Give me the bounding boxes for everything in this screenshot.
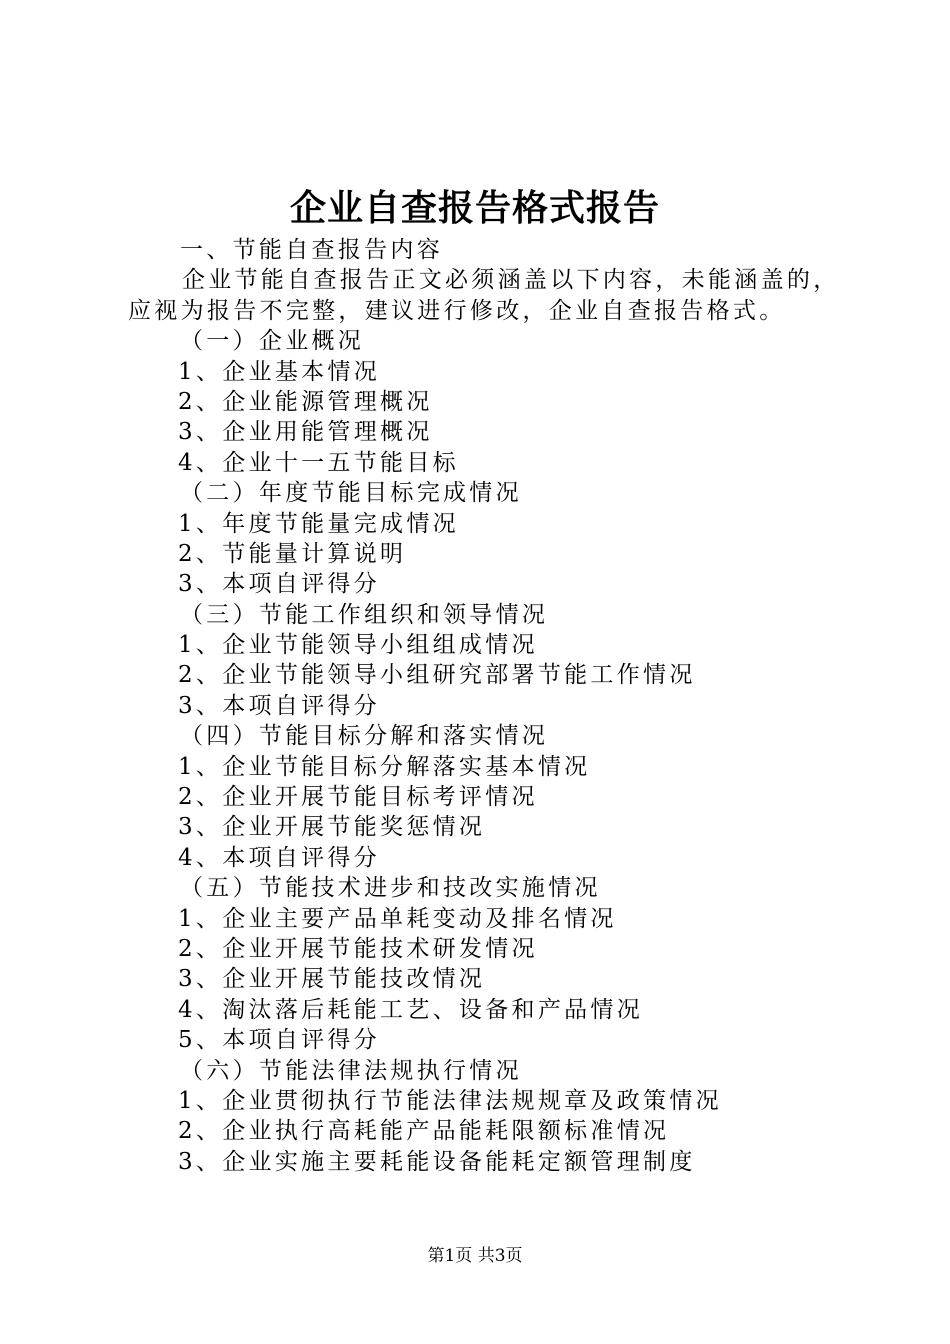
list-item: 2、企业执行高耗能产品能耗限额标准情况 xyxy=(178,1118,670,1145)
list-item: 4、本项自评得分 xyxy=(178,844,381,871)
subsection-heading: （一）企业概况 xyxy=(180,328,365,355)
list-item: 3、本项自评得分 xyxy=(178,692,381,719)
list-item: 1、企业节能目标分解落实基本情况 xyxy=(178,753,591,780)
list-item: 1、企业基本情况 xyxy=(178,358,381,385)
list-item: 3、企业开展节能奖惩情况 xyxy=(178,814,486,841)
list-item: 1、企业主要产品单耗变动及排名情况 xyxy=(178,905,617,932)
page-footer: 第1页 共3页 xyxy=(427,1246,523,1266)
subsection-heading: （二）年度节能目标完成情况 xyxy=(180,480,522,507)
list-item: 2、企业节能领导小组研究部署节能工作情况 xyxy=(178,662,696,689)
section-heading: 一、节能自查报告内容 xyxy=(180,237,443,263)
list-item: 2、企业开展节能技术研发情况 xyxy=(178,935,538,962)
list-item: 3、企业用能管理概况 xyxy=(178,419,433,446)
list-item: 3、本项自评得分 xyxy=(178,571,381,598)
list-item: 1、企业节能领导小组组成情况 xyxy=(178,632,538,659)
list-item: 4、淘汰落后耗能工艺、设备和产品情况 xyxy=(178,996,644,1023)
list-item: 4、企业十一五节能目标 xyxy=(178,449,459,476)
list-item: 3、企业实施主要耗能设备能耗定额管理制度 xyxy=(178,1148,696,1175)
subsection-heading: （三）节能工作组织和领导情况 xyxy=(180,601,549,628)
list-item: 5、本项自评得分 xyxy=(178,1027,381,1054)
paragraph-line: 企业节能自查报告正文必须涵盖以下内容，未能涵盖的， xyxy=(182,267,840,294)
subsection-heading: （六）节能法律法规执行情况 xyxy=(180,1057,522,1084)
subsection-heading: （五）节能技术进步和技改实施情况 xyxy=(180,875,601,902)
list-item: 2、企业能源管理概况 xyxy=(178,388,433,415)
list-item: 2、企业开展节能目标考评情况 xyxy=(178,784,538,811)
document-body xyxy=(128,235,840,1177)
list-item: 1、年度节能量完成情况 xyxy=(178,510,459,537)
list-item: 1、企业贯彻执行节能法律法规规章及政策情况 xyxy=(178,1087,722,1114)
subsection-heading: （四）节能目标分解和落实情况 xyxy=(180,723,549,750)
paragraph-line: 应视为报告不完整，建议进行修改，企业自查报告格式。 xyxy=(128,297,786,324)
page-title: 企业自查报告格式报告 xyxy=(289,187,660,229)
list-item: 2、节能量计算说明 xyxy=(178,540,407,567)
list-item: 3、企业开展节能技改情况 xyxy=(178,966,486,993)
